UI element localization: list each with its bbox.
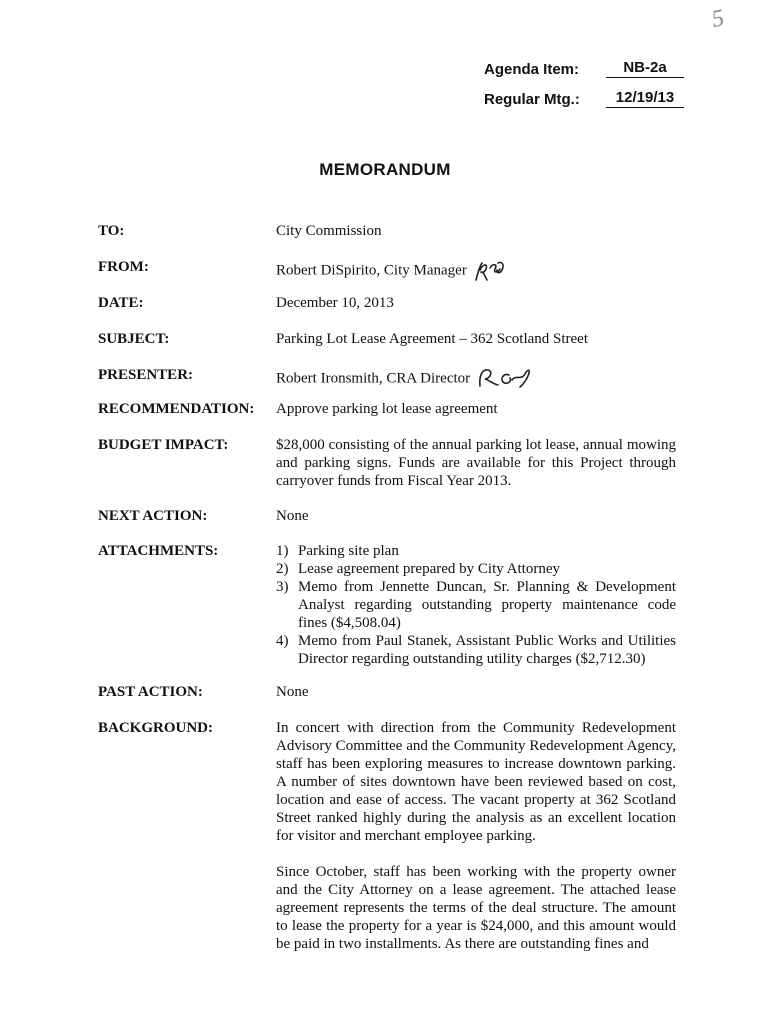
next-action-label: NEXT ACTION: [98,508,208,524]
from-value: Robert DiSpirito, City Manager [276,262,467,279]
field-presenter [98,366,678,392]
field-subject [98,330,678,348]
field-recommendation [98,400,678,418]
attachments-label: ATTACHMENTS: [98,543,219,559]
regular-meeting-value: 12/19/13 [606,89,684,108]
list-item [276,542,676,560]
attachment-number: 4) [276,633,289,649]
presenter-value: Robert Ironsmith, CRA Director [276,370,471,387]
next-action-value: None [276,508,309,524]
field-next-action [98,507,678,525]
list-item [276,560,676,578]
subject-label: SUBJECT: [98,331,170,347]
attachment-number: 2) [276,561,289,577]
attachment-text: Lease agreement prepared by City Attorney [298,561,560,577]
agenda-item-label: Agenda Item: [484,61,580,78]
past-action-label: PAST ACTION: [98,684,203,700]
budget-impact-value: $28,000 consisting of the annual parking lot lease, annual mowing and parking signs. Funds are available for this Project through carryover funds from Fiscal Year 2013. [276,437,676,489]
presenter-label: PRESENTER: [98,367,194,383]
attachments-list [276,542,676,668]
initials-signature-icon [473,258,507,284]
past-action-value: None [276,684,309,700]
background-paragraph: In concert with direction from the Community Redevelopment Advisory Committee and the Community Redevelopment Agency, staff has been exploring measures to increase downtown parking. A number of sites downtown have been reviewed based on cost, location and ease of access. The vacant property at 362 Scotland Street ranked highly during the analysis as an excellent location for visitor and merchant employee parking. [276,720,676,844]
attachment-text: Memo from Paul Stanek, Assistant Public Works and Utilities Director regarding outstanding utility charges ($2,712.30) [298,633,676,667]
to-value: City Commission [276,223,382,239]
from-label: FROM: [98,259,149,275]
field-to [98,222,678,240]
background-paragraph: Since October, staff has been working with the property owner and the City Attorney on a lease agreement. The attached lease agreement represents the terms of the deal structure. The amount to lease the property for a year is $24,000, and this amount would be paid in two installments. As there are outstanding fines and [276,864,676,952]
budget-impact-label: BUDGET IMPACT: [98,437,229,453]
field-past-action [98,683,678,701]
to-label: TO: [98,223,125,239]
subject-value: Parking Lot Lease Agreement – 362 Scotland Street [276,331,589,347]
agenda-info [484,48,684,108]
list-item [276,632,676,668]
list-item [276,578,676,632]
field-from [98,258,678,284]
agenda-item-value: NB-2a [606,59,684,78]
memo-title: MEMORANDUM [319,160,451,179]
attachment-number: 3) [276,579,289,595]
page-number-handwritten: 5 [709,5,727,33]
date-label: DATE: [98,295,144,311]
regular-meeting-label: Regular Mtg.: [484,91,580,108]
attachment-text: Memo from Jennette Duncan, Sr. Planning & Development Analyst regarding outstanding property maintenance code fines ($4,508.04) [298,579,676,631]
recommendation-label: RECOMMENDATION: [98,401,255,417]
attachment-number: 1) [276,543,289,559]
attachment-text: Parking site plan [298,543,399,559]
field-background [98,719,678,971]
background-label: BACKGROUND: [98,720,213,736]
recommendation-value: Approve parking lot lease agreement [276,401,498,417]
date-value: December 10, 2013 [276,295,394,311]
field-date [98,294,678,312]
field-budget-impact [98,436,678,490]
initials-signature-icon [476,366,532,392]
field-attachments [98,542,678,668]
